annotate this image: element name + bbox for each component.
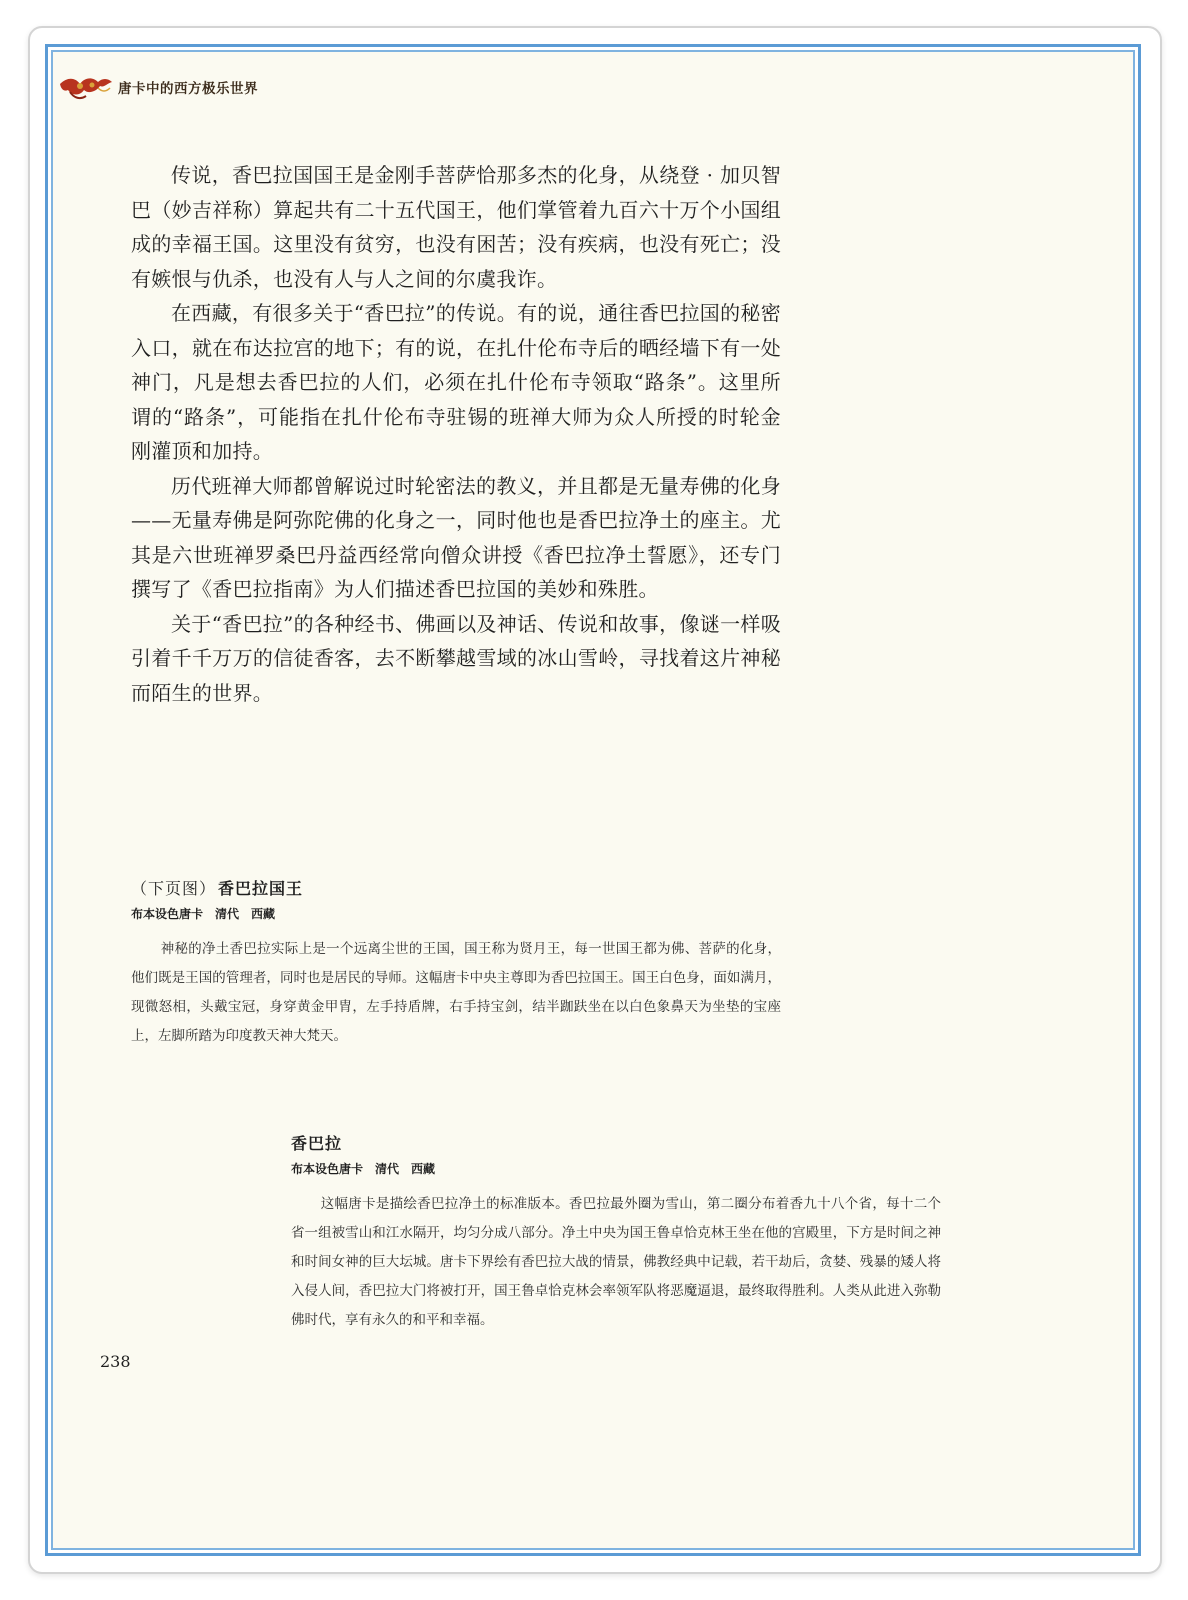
body-paragraph: 关于“香巴拉”的各种经书、佛画以及神话、传说和故事，像谜一样吸引着千千万万的信徒香客，去不断攀越雪域的冰山雪岭，寻找着这片神秘而陌生的世界。 xyxy=(131,611,781,705)
running-header xyxy=(58,72,258,102)
caption-title: 香巴拉 xyxy=(291,1134,343,1153)
body-paragraph: 传说，香巴拉国国王是金刚手菩萨恰那多杰的化身，从绕登 · 加贝智巴（妙吉祥称）算起共有二十五代国王，他们掌管着九百六十万个小国组成的幸福王国。这里没有贫穷，也没有困苦；没有疾病，也没有死亡；没有嫉恨与仇杀，也没有人与人之间的尔虞我诈。 xyxy=(131,163,781,291)
page-number: 238 xyxy=(100,1352,131,1371)
caption-subtitle: 布本设色唐卡 清代 西藏 xyxy=(291,1162,436,1176)
caption-shambhala xyxy=(291,1132,941,1335)
caption-subtitle: 布本设色唐卡 清代 西藏 xyxy=(131,907,276,921)
caption-title xyxy=(131,877,781,901)
flourish-ornament-icon xyxy=(58,72,114,102)
running-header-title: 唐卡中的西方极乐世界 xyxy=(118,81,258,97)
body-paragraph: 历代班禅大师都曾解说过时轮密法的教义，并且都是无量寿佛的化身——无量寿佛是阿弥陀佛的化身之一，同时他也是香巴拉净土的座主。尤其是六世班禅罗桑巴丹益西经常向僧众讲授《香巴拉净土誓愿》，还专门撰写了《香巴拉指南》为人们描述香巴拉国的美妙和殊胜。 xyxy=(131,473,781,601)
body-paragraph: 在西藏，有很多关于“香巴拉”的传说。有的说，通往香巴拉国的秘密入口，就在布达拉宫的地下；有的说，在扎什伦布寺后的晒经墙下有一处神门，凡是想去香巴拉的人们，必须在扎什伦布寺领取“路条”。这里所谓的“路条”，可能指在扎什伦布寺驻锡的班禅大师为众人所授的时轮金刚灌顶和加持。 xyxy=(131,301,781,463)
caption-shambhala-king xyxy=(131,877,781,1051)
caption-prefix: （下页图） xyxy=(131,879,217,898)
main-body-text xyxy=(131,158,781,710)
caption-text: 神秘的净土香巴拉实际上是一个远离尘世的王国，国王称为贤月王，每一世国王都为佛、菩萨的化身，他们既是王国的管理者，同时也是居民的导师。这幅唐卡中央主尊即为香巴拉国王。国王白色身，面如满月，现微怒相，头戴宝冠，身穿黄金甲胄，左手持盾牌，右手持宝剑，结半跏趺坐在以白色象鼻天为坐垫的宝座上，左脚所踏为印度教天神大梵天。 xyxy=(131,941,781,1044)
caption-text: 这幅唐卡是描绘香巴拉净土的标准版本。香巴拉最外圈为雪山，第二圈分布着香九十八个省，每十二个省一组被雪山和江水隔开，均匀分成八部分。净土中央为国王鲁卓恰克林王坐在他的宫殿里，下方是时间之神和时间女神的巨大坛城。唐卡下界绘有香巴拉大战的情景，佛教经典中记载，若干劫后，贪婪、残暴的矮人将入侵人间，香巴拉大门将被打开，国王鲁卓恰克林会率领军队将恶魔逼退，最终取得胜利。人类从此进入弥勒佛时代，享有永久的和平和幸福。 xyxy=(291,1196,941,1328)
caption-title-text: 香巴拉国王 xyxy=(218,879,304,898)
